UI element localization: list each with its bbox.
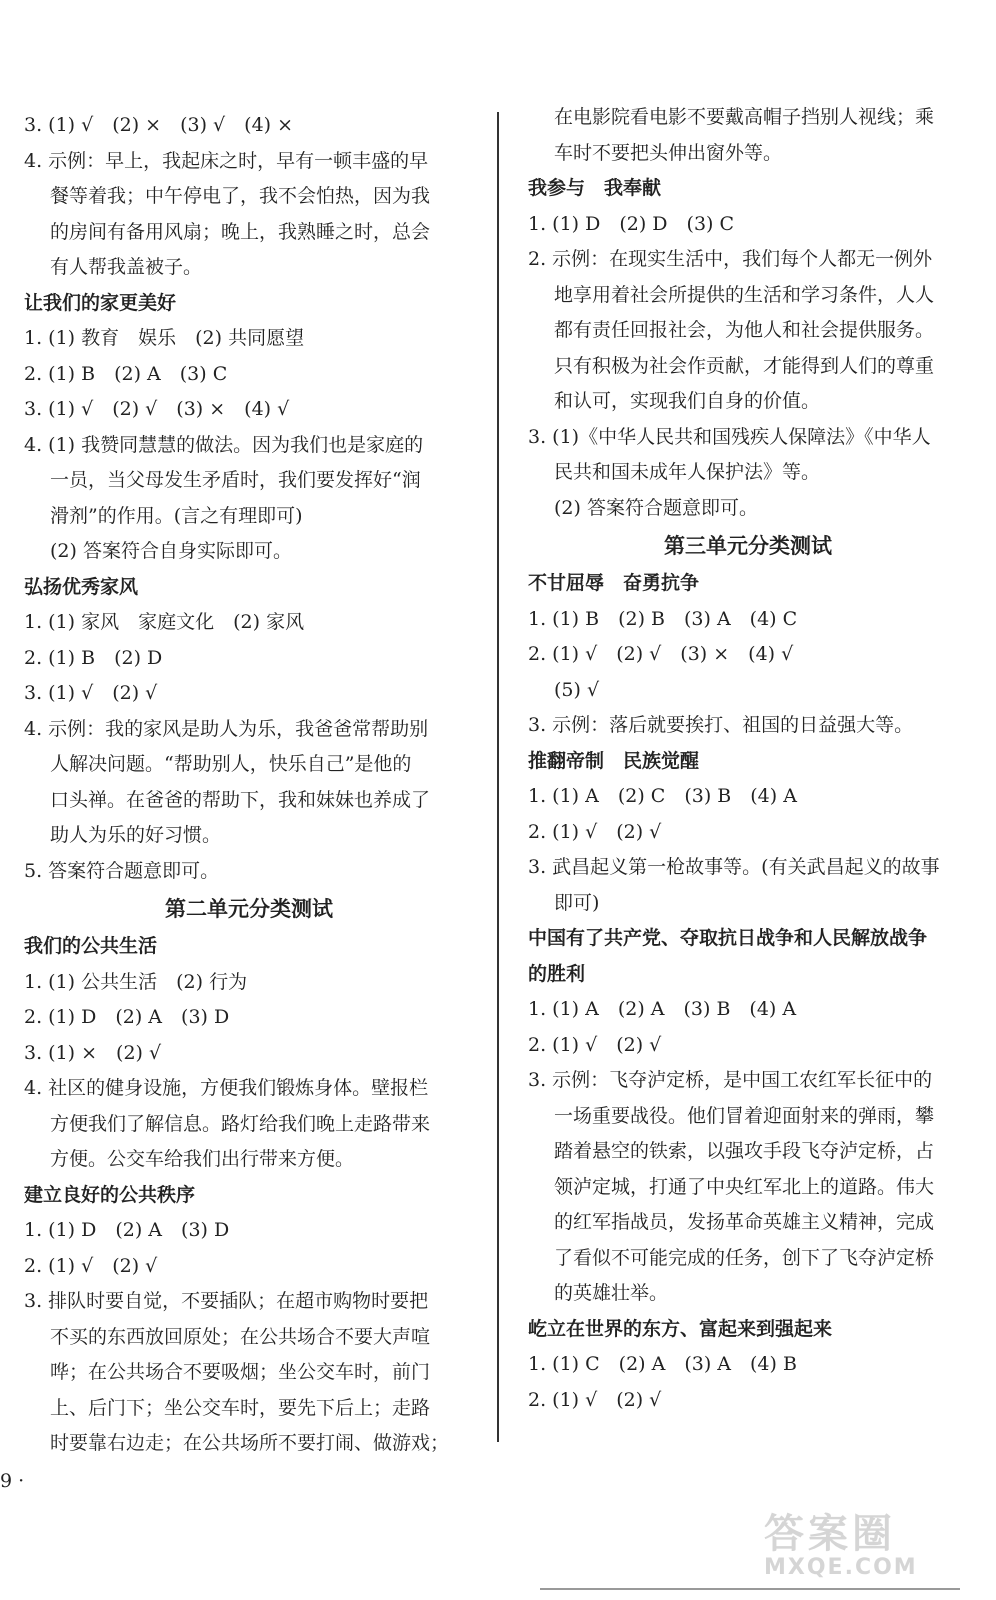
- answer-line: 1. (1) 公共生活 (2) 行为: [24, 970, 248, 993]
- answer-line: 2. (1) √ (2) √: [528, 1033, 662, 1056]
- answer-line: 3. 示例：落后就要挨打、祖国的日益强大等。: [528, 714, 914, 736]
- answer-line: 4. 社区的健身设施，方便我们锻炼身体。壁报栏: [24, 1077, 429, 1099]
- answer-continuation: 滑剂”的作用。(言之有理即可): [50, 504, 303, 527]
- answer-continuation: 的英雄壮举。: [554, 1282, 669, 1304]
- answer-line: 1. (1) 家风 家庭文化 (2) 家风: [24, 611, 305, 633]
- section-heading: 弘扬优秀家风: [24, 575, 139, 598]
- answer-continuation: 一场重要战役。他们冒着迎面射来的弹雨，攀: [554, 1104, 935, 1127]
- answer-line: 1. (1) A (2) A (3) B (4) A: [528, 998, 797, 1020]
- answer-line: 1. (1) D (2) A (3) D: [24, 1219, 230, 1241]
- answer-line: 1. (1) C (2) A (3) A (4) B: [528, 1353, 797, 1375]
- answer-continuation: 方便。公交车给我们出行带来方便。: [50, 1148, 355, 1170]
- answer-continuation: 上、后门下；坐公交车时，要先下后上；走路: [50, 1396, 431, 1419]
- section-heading: 的胜利: [528, 962, 586, 985]
- answer-continuation: 踏着悬空的铁索，以强攻手段飞夺泸定桥，占: [554, 1140, 935, 1162]
- right-column: [528, 100, 968, 1418]
- answer-continuation: 和认可，实现我们自身的价值。: [554, 390, 821, 412]
- answer-line: 2. 示例：在现实生活中，我们每个人都无一例外: [528, 248, 933, 270]
- unit-title: 第三单元分类测试: [664, 534, 832, 558]
- answer-line: 3. (1) √ (2) √ (3) × (4) √: [24, 398, 290, 420]
- watermark-text: 答案圈: [764, 1511, 896, 1557]
- answer-continuation: 领泸定城，打通了中央红军北上的道路。伟大: [554, 1175, 935, 1198]
- answer-continuation: 车时不要把头伸出窗外等。: [554, 141, 783, 164]
- answer-continuation: (5) √: [554, 678, 600, 701]
- answer-line: 2. (1) B (2) A (3) C: [24, 362, 228, 385]
- section-heading: 中国有了共产党、夺取抗日战争和人民解放战争: [528, 927, 928, 949]
- answer-line: 5. 答案符合题意即可。: [24, 859, 220, 882]
- answer-continuation: 哗；在公共场合不要吸烟；坐公交车时，前门: [50, 1361, 431, 1383]
- answer-line: 4. 示例：早上，我起床之时，早有一顿丰盛的早: [24, 149, 429, 172]
- bottom-rule: [540, 1588, 960, 1590]
- answer-line: 1. (1) B (2) B (3) A (4) C: [528, 607, 798, 630]
- unit-title: 第二单元分类测试: [165, 897, 333, 921]
- answer-continuation: 的房间有备用风扇；晚上，我熟睡之时，总会: [50, 220, 431, 243]
- answer-continuation: 的红军指战员，发扬革命英雄主义精神，完成: [554, 1211, 935, 1233]
- page-number: 9 ·: [0, 1470, 25, 1492]
- answer-line: 3. 排队时要自觉，不要插队；在超市购物时要把: [24, 1290, 429, 1312]
- answer-line: 2. (1) √ (2) √: [528, 820, 662, 843]
- column-divider: [497, 112, 499, 1442]
- answer-continuation: 都有责任回报社会，为他人和社会提供服务。: [554, 319, 935, 341]
- section-heading: 建立良好的公共秩序: [24, 1183, 196, 1206]
- answer-line: 4. (1) 我赞同慧慧的做法。因为我们也是家庭的: [24, 433, 424, 456]
- answer-continuation: 时要靠右边走；在公共场所不要打闹、做游戏；: [50, 1432, 450, 1454]
- answer-line: 1. (1) A (2) C (3) B (4) A: [528, 785, 797, 807]
- answer-line: 3. 武昌起义第一枪故事等。(有关武昌起义的故事: [528, 856, 940, 878]
- answer-continuation: (2) 答案符合题意即可。: [554, 496, 758, 519]
- section-heading: 屹立在世界的东方、富起来到强起来: [528, 1317, 833, 1340]
- answer-continuation: 助人为乐的好习惯。: [50, 824, 222, 846]
- section-heading: 让我们的家更美好: [24, 291, 177, 314]
- answer-continuation: 一员，当父母发生矛盾时，我们要发挥好“润: [50, 469, 421, 491]
- watermark-url: MXQE.COM: [764, 1555, 918, 1580]
- answer-line: 2. (1) D (2) A (3) D: [24, 1006, 230, 1028]
- answer-line: 1. (1) 教育 娱乐 (2) 共同愿望: [24, 327, 305, 349]
- answer-continuation: 方便我们了解信息。路灯给我们晚上走路带来: [50, 1112, 431, 1135]
- answer-continuation: 即可): [554, 891, 600, 914]
- answer-continuation: 只有积极为社会作贡献，才能得到人们的尊重: [554, 354, 935, 377]
- answer-continuation: 了看似不可能完成的任务，创下了飞夺泸定桥: [554, 1246, 935, 1269]
- answer-continuation: 不买的东西放回原处；在公共场合不要大声喧: [50, 1325, 431, 1348]
- answer-continuation: 民共和国未成年人保护法》等。: [554, 461, 821, 483]
- answer-continuation: 地享用着社会所提供的生活和学习条件，人人: [554, 283, 935, 306]
- answer-line: 2. (1) √ (2) √ (3) × (4) √: [528, 643, 794, 665]
- answer-line: 3. 示例：飞夺泸定桥，是中国工农红军长征中的: [528, 1069, 933, 1091]
- section-heading: 推翻帝制 民族觉醒: [528, 749, 700, 772]
- answer-continuation: 在电影院看电影不要戴高帽子挡别人视线；乘: [554, 106, 935, 128]
- answer-line: 1. (1) D (2) D (3) C: [528, 212, 735, 235]
- section-heading: 不甘屈辱 奋勇抗争: [528, 572, 700, 594]
- answer-line: 3. (1) √ (2) √: [24, 682, 158, 704]
- left-column: [24, 108, 474, 1462]
- answer-line: 3. (1) × (2) √: [24, 1041, 162, 1064]
- answer-line: 2. (1) √ (2) √: [24, 1254, 158, 1277]
- section-heading: 我参与 我奉献: [528, 177, 662, 199]
- watermark-logo: [764, 1502, 974, 1582]
- answer-continuation: 口头禅。在爸爸的帮助下，我和妹妹也养成了: [50, 788, 431, 811]
- answer-continuation: (2) 答案符合自身实际即可。: [50, 540, 292, 562]
- section-heading: 我们的公共生活: [24, 935, 158, 957]
- answer-continuation: 有人帮我盖被子。: [50, 256, 203, 278]
- answer-line: 3. (1) √ (2) × (3) √ (4) ×: [24, 114, 294, 136]
- answer-line: 4. 示例：我的家风是助人为乐，我爸爸常帮助别: [24, 717, 429, 740]
- answer-line: 2. (1) B (2) D: [24, 646, 163, 669]
- answer-line: 2. (1) √ (2) √: [528, 1388, 662, 1411]
- answer-continuation: 人解决问题。“帮助别人，快乐自己”是他的: [50, 753, 412, 775]
- answer-line: 3. (1)《中华人民共和国残疾人保障法》《中华人: [528, 425, 931, 448]
- answer-continuation: 餐等着我；中午停电了，我不会怕热，因为我: [50, 185, 431, 207]
